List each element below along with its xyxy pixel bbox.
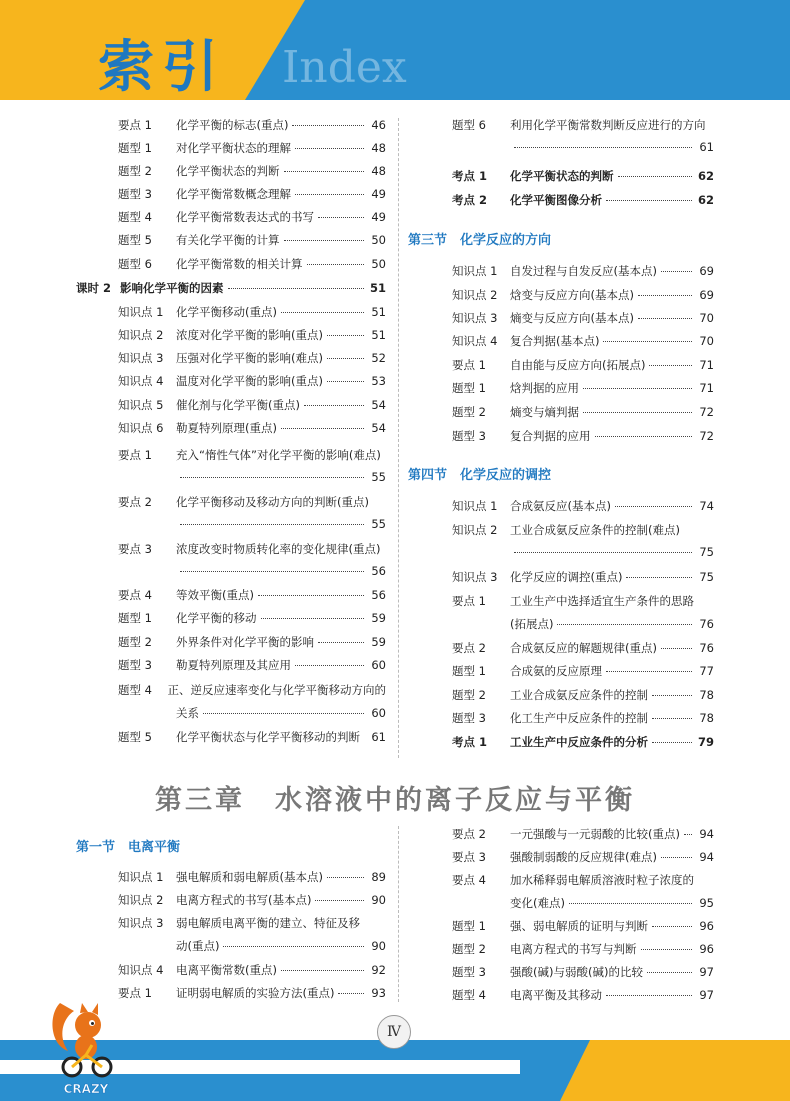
dot-leader [638,295,692,296]
dot-leader [514,147,692,148]
entry-label: 知识点 2 [118,328,164,342]
entry-label: 要点 1 [118,986,152,1000]
entry-page: 56 [371,588,386,602]
entry-text: 焓判据的应用 [510,381,579,395]
toc-entry [118,117,386,133]
column-divider-top [398,118,399,758]
entry-page: 53 [371,374,386,388]
entry-page: 54 [371,421,386,435]
entry-text: 自由能与反应方向(拓展点) [510,358,646,372]
toc-entry [452,849,714,865]
dot-leader [203,713,364,714]
dot-leader [318,217,364,218]
toc-entry [118,682,386,698]
toc-entry [452,640,714,656]
toc-entry [452,734,714,750]
entry-text: 熵变与反应方向(基本点) [510,311,634,325]
entry-label: 题型 4 [118,683,152,697]
toc-entry [118,186,386,202]
toc-entry-continuation [510,895,714,911]
toc-entry [452,117,714,133]
entry-label: 题型 4 [452,988,486,1002]
entry-text: 利用化学平衡常数判断反应进行的方向 [510,118,706,132]
entry-page: 93 [371,986,386,1000]
toc-entry [118,256,386,272]
entry-label: 要点 1 [118,118,152,132]
entry-text: 电离方程式的书写与判断 [510,942,637,956]
entry-label: 知识点 3 [118,916,164,930]
dot-leader [223,946,364,947]
entry-page: 52 [371,351,386,365]
entry-label: 题型 6 [118,257,152,271]
dot-leader [603,341,692,342]
entry-page: 62 [697,169,714,183]
dot-leader [606,671,692,672]
dot-leader [228,288,365,289]
entry-page: 50 [371,233,386,247]
dot-leader [618,176,693,177]
entry-text: 催化剂与化学平衡(重点) [176,398,300,412]
dot-leader [569,903,692,904]
dot-leader [327,381,364,382]
entry-label: 知识点 2 [118,893,164,907]
entry-text: 对化学平衡状态的理解 [176,141,291,155]
entry-label: 要点 4 [118,588,152,602]
entry-label: 题型 2 [452,688,486,702]
entry-text: 化学平衡状态的判断 [510,169,614,183]
toc-entry [118,397,386,413]
dot-leader [284,171,365,172]
section-heading: 第四节 化学反应的调控 [408,468,552,483]
toc-entry [118,140,386,156]
dot-leader [304,405,364,406]
entry-page: 61 [371,730,386,744]
page-number: Ⅳ [377,1015,411,1049]
toc-entry [118,209,386,225]
dot-leader [606,995,692,996]
toc-entry [452,287,714,303]
entry-label: 题型 2 [452,942,486,956]
entry-text: 一元强酸与一元弱酸的比较(重点) [510,827,680,841]
toc-entry [118,962,386,978]
toc-entry [118,869,386,885]
dot-leader [652,742,692,743]
dot-leader [327,335,364,336]
entry-text: 电离平衡常数(重点) [176,963,277,977]
entry-page: 46 [371,118,386,132]
entry-text: 化学平衡的移动 [176,611,257,625]
entry-text: 化学平衡移动(重点) [176,305,277,319]
entry-label: 知识点 1 [452,499,498,513]
entry-label: 题型 3 [452,965,486,979]
toc-entry [118,304,386,320]
entry-label: 题型 1 [452,919,486,933]
dot-leader [338,993,364,994]
entry-text: 勒夏特列原理(重点) [176,421,277,435]
toc-entry-continuation [510,616,714,632]
entry-label: 题型 1 [452,381,486,395]
toc-entry [452,872,714,888]
entry-text: 关系 [176,706,199,720]
toc-entry [452,710,714,726]
entry-text: 化学平衡图像分析 [510,193,602,207]
dot-leader [583,412,692,413]
entry-page: 77 [699,664,714,678]
entry-label: 要点 3 [452,850,486,864]
dot-leader [661,648,692,649]
entry-page: 56 [371,564,386,578]
entry-label: 要点 1 [452,594,486,608]
entry-page: 55 [371,470,386,484]
toc-entry [452,826,714,842]
dot-leader [295,148,364,149]
entry-text: 工业生产中反应条件的分析 [510,735,648,749]
entry-label: 题型 1 [118,611,152,625]
toc-entry [452,569,714,585]
toc-entry [452,964,714,980]
entry-page: 49 [371,210,386,224]
entry-page: 78 [699,688,714,702]
toc-entry-continuation [176,517,386,531]
toc-entry [118,915,386,931]
entry-text: 证明弱电解质的实验方法(重点) [176,986,335,1000]
entry-text: 等效平衡(重点) [176,588,254,602]
entry-text: 强酸(碱)与弱酸(碱)的比较 [510,965,643,979]
entry-label: 题型 3 [452,711,486,725]
entry-text: 电离平衡及其移动 [510,988,602,1002]
entry-page: 70 [699,311,714,325]
toc-entry [452,987,714,1003]
dot-leader [315,900,364,901]
entry-text: 焓变与反应方向(基本点) [510,288,634,302]
entry-page: 48 [371,164,386,178]
squirrel-mascot-icon [46,985,126,1100]
entry-page: 78 [699,711,714,725]
entry-page: 51 [369,281,386,295]
entry-text: 充入“惰性气体”对化学平衡的影响(难点) [176,448,381,462]
toc-entry [452,428,714,444]
dot-leader [641,949,693,950]
entry-text: 浓度对化学平衡的影响(重点) [176,328,323,342]
dot-leader [595,436,693,437]
toc-entry [452,498,714,514]
entry-label: 课时 2 [76,281,112,295]
entry-text: 动(重点) [176,939,220,953]
dot-leader [292,125,364,126]
entry-page: 50 [371,257,386,271]
entry-text: 化学平衡常数表达式的书写 [176,210,314,224]
dot-leader [258,595,364,596]
entry-label: 考点 1 [452,735,488,749]
entry-label: 知识点 1 [118,870,164,884]
entry-label: 知识点 1 [118,305,164,319]
entry-text: 弱电解质电离平衡的建立、特征及移 [176,916,360,930]
entry-label: 题型 5 [118,730,152,744]
toc-entry [452,918,714,934]
dot-leader [261,618,365,619]
entry-text: 浓度改变时物质转化率的变化规律(重点) [176,542,381,556]
entry-page: 90 [371,893,386,907]
toc-entry-continuation [176,564,386,578]
dot-leader [281,428,364,429]
dot-leader [281,312,364,313]
entry-label: 要点 2 [118,495,152,509]
entry-label: 知识点 2 [452,523,498,537]
dot-leader [615,506,692,507]
entry-page: 96 [699,942,714,956]
entry-page: 70 [699,334,714,348]
entry-page: 75 [699,545,714,559]
dot-leader [514,552,692,553]
toc-entry [452,192,714,208]
entry-label: 知识点 4 [118,963,164,977]
entry-text: 化学平衡常数概念理解 [176,187,291,201]
entry-text: 化工生产中反应条件的控制 [510,711,648,725]
entry-page: 79 [697,735,714,749]
toc-entry [452,380,714,396]
dot-leader [327,358,364,359]
entry-page: 71 [699,358,714,372]
chapter-heading: 第三章 水溶液中的离子反应与平衡 [155,785,635,816]
page-title: 索引 [98,35,226,100]
entry-page: 95 [699,896,714,910]
entry-label: 题型 4 [118,210,152,224]
entry-page: 61 [699,140,714,154]
dot-leader [606,200,692,201]
entry-text: 复合判据的应用 [510,429,591,443]
entry-label: 知识点 4 [118,374,164,388]
entry-label: 题型 1 [118,141,152,155]
entry-text: 自发过程与自发反应(基本点) [510,264,657,278]
entry-page: 55 [371,517,386,531]
entry-label: 题型 3 [118,658,152,672]
entry-text: (拓展点) [510,617,554,631]
entry-page: 94 [699,850,714,864]
entry-text: 强电解质和弱电解质(基本点) [176,870,323,884]
toc-entry [452,522,714,538]
entry-text: 合成氨反应的解题规律(重点) [510,641,657,655]
entry-text: 工业合成氨反应条件的控制(难点) [510,523,680,537]
toc-entry [452,357,714,373]
page-title-en: Index [282,42,407,93]
entry-label: 题型 3 [452,429,486,443]
entry-label: 考点 2 [452,193,488,207]
dot-leader [684,834,692,835]
dot-leader [327,877,364,878]
entry-page: 69 [699,288,714,302]
entry-label: 要点 2 [452,827,486,841]
toc-entry [452,593,714,609]
dot-leader [557,624,692,625]
toc-entry [452,663,714,679]
entry-page: 72 [699,405,714,419]
entry-text: 化学反应的调控(重点) [510,570,623,584]
entry-page: 94 [699,827,714,841]
toc-entry [452,687,714,703]
dot-leader [638,318,692,319]
dot-leader [180,524,364,525]
toc-entry [118,657,386,673]
entry-label: 题型 2 [118,635,152,649]
entry-text: 复合判据(基本点) [510,334,600,348]
dot-leader [281,970,364,971]
toc-entry [118,541,386,557]
dot-leader [180,477,364,478]
dot-leader [661,271,692,272]
entry-text: 化学平衡常数的相关计算 [176,257,303,271]
entry-label: 要点 4 [452,873,486,887]
entry-page: 92 [371,963,386,977]
entry-label: 题型 2 [118,164,152,178]
dot-leader [661,857,692,858]
entry-page: 96 [699,919,714,933]
entry-label: 知识点 1 [452,264,498,278]
entry-page: 59 [371,611,386,625]
entry-text: 化学平衡的标志(重点) [176,118,289,132]
entry-label: 知识点 5 [118,398,164,412]
toc-entry [118,892,386,908]
entry-page: 89 [371,870,386,884]
entry-page: 75 [699,570,714,584]
entry-page: 72 [699,429,714,443]
entry-text: 化学平衡状态与化学平衡移动的判断 [176,730,360,744]
entry-page: 97 [699,965,714,979]
dot-leader [180,571,364,572]
toc-entry [118,327,386,343]
section-heading: 第三节 化学反应的方向 [408,233,552,248]
entry-text: 影响化学平衡的因素 [120,281,224,295]
entry-text: 强酸制弱酸的反应规律(难点) [510,850,657,864]
dot-leader [652,718,692,719]
entry-label: 题型 2 [452,405,486,419]
entry-text: 温度对化学平衡的影响(重点) [176,374,323,388]
dot-leader [649,365,692,366]
entry-page: 59 [371,635,386,649]
toc-entry [118,610,386,626]
toc-entry [452,404,714,420]
dot-leader [626,577,692,578]
toc-entry [118,420,386,436]
entry-page: 51 [371,305,386,319]
section-heading: 第一节 电离平衡 [76,840,181,855]
dot-leader [583,388,692,389]
dot-leader [295,665,364,666]
entry-page: 74 [699,499,714,513]
toc-entry [118,729,386,745]
entry-page: 76 [699,617,714,631]
entry-text: 加水稀释弱电解质溶液时粒子浓度的 [510,873,694,887]
dot-leader [284,240,365,241]
toc-entry [118,373,386,389]
entry-page: 60 [371,706,386,720]
entry-label: 题型 3 [118,187,152,201]
dot-leader [647,972,692,973]
entry-text: 有关化学平衡的计算 [176,233,280,247]
footer-yellow-band [560,1040,790,1101]
toc-entry-continuation [176,938,386,954]
entry-text: 化学平衡状态的判断 [176,164,280,178]
entry-page: 60 [371,658,386,672]
toc-entry-continuation [510,140,714,154]
toc-entry [118,447,386,463]
entry-page: 62 [697,193,714,207]
entry-text: 合成氨的反应原理 [510,664,602,678]
entry-label: 知识点 2 [452,288,498,302]
dot-leader [307,264,365,265]
entry-page: 49 [371,187,386,201]
entry-text: 合成氨反应(基本点) [510,499,611,513]
toc-entry [118,350,386,366]
toc-entry-continuation [510,545,714,559]
entry-text: 压强对化学平衡的影响(难点) [176,351,323,365]
entry-page: 97 [699,988,714,1002]
entry-text: 变化(难点) [510,896,565,910]
mascot-label: CRAZY [63,1082,109,1096]
entry-label: 知识点 4 [452,334,498,348]
entry-label: 要点 3 [118,542,152,556]
toc-entry [452,310,714,326]
dot-leader [318,642,364,643]
entry-page: 90 [371,939,386,953]
entry-text: 化学平衡移动及移动方向的判断(重点) [176,495,369,509]
entry-label: 知识点 3 [118,351,164,365]
entry-page: 71 [699,381,714,395]
entry-text: 电离方程式的书写(基本点) [176,893,312,907]
entry-page: 76 [699,641,714,655]
entry-text: 外界条件对化学平衡的影响 [176,635,314,649]
toc-entry [118,494,386,510]
entry-label: 题型 6 [452,118,486,132]
toc-entry [118,985,386,1001]
toc-entry [452,168,714,184]
dot-leader [295,194,364,195]
entry-page: 69 [699,264,714,278]
toc-entry [76,280,386,296]
entry-label: 考点 1 [452,169,488,183]
entry-text: 熵变与熵判据 [510,405,579,419]
entry-label: 题型 1 [452,664,486,678]
entry-label: 要点 2 [452,641,486,655]
dot-leader [652,695,692,696]
entry-page: 51 [371,328,386,342]
dot-leader [652,926,692,927]
toc-entry [118,634,386,650]
entry-text: 工业生产中选择适宜生产条件的思路 [510,594,694,608]
entry-text: 强、弱电解质的证明与判断 [510,919,648,933]
entry-label: 知识点 6 [118,421,164,435]
toc-entry [452,263,714,279]
toc-entry [118,232,386,248]
toc-entry [452,333,714,349]
entry-page: 48 [371,141,386,155]
entry-label: 题型 5 [118,233,152,247]
entry-text: 工业合成氨反应条件的控制 [510,688,648,702]
column-divider-bottom [398,826,399,1002]
entry-text: 勒夏特列原理及其应用 [176,658,291,672]
entry-label: 要点 1 [452,358,486,372]
toc-entry [118,163,386,179]
toc-entry-continuation [176,705,386,721]
entry-label: 要点 1 [118,448,152,462]
entry-label: 知识点 3 [452,570,498,584]
entry-text: 正、逆反应速率变化与化学平衡移动方向的 [167,683,386,697]
entry-label: 知识点 3 [452,311,498,325]
toc-entry [452,941,714,957]
toc-entry [118,587,386,603]
entry-page: 54 [371,398,386,412]
toc-entry-continuation [176,470,386,484]
